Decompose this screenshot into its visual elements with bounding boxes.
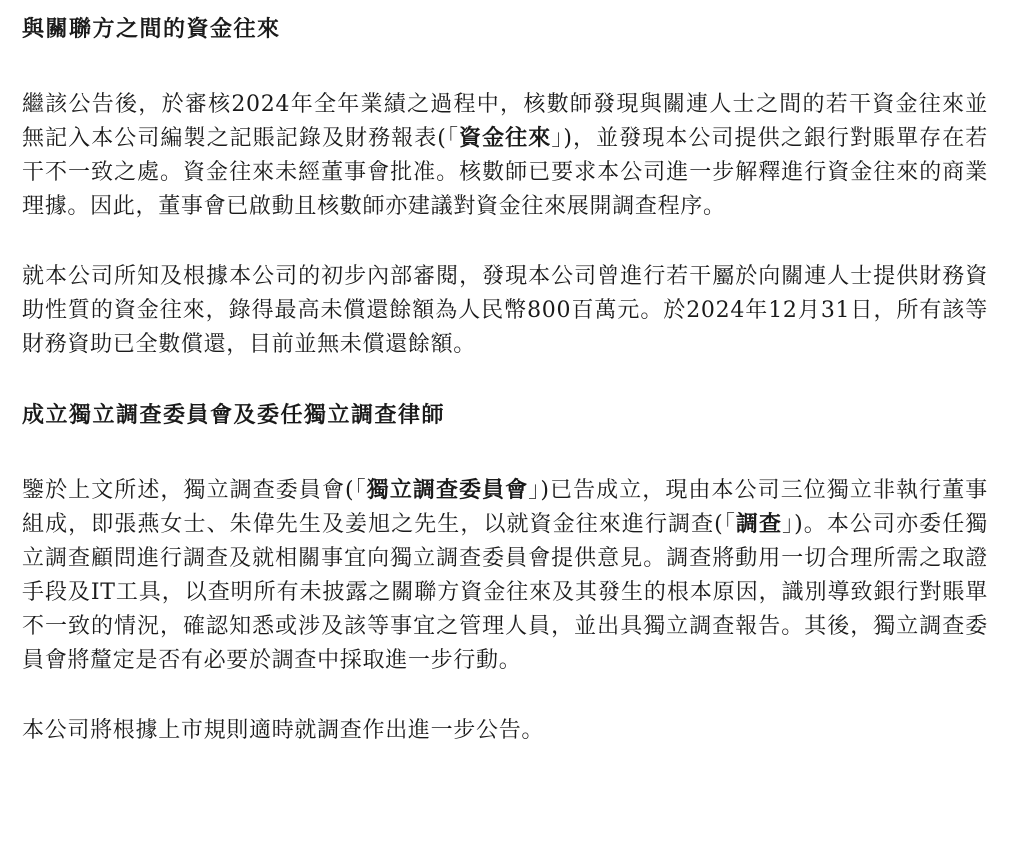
defined-term-investigation: 調查: [735, 512, 783, 537]
paragraph-further-announcement: 本公司將根據上市規則適時就調查作出進一步公告。: [22, 718, 545, 743]
paragraph-text: 」)已告成立，現由本公司三位獨立非執行董事組成，即張燕女士、朱偉先生及姜旭之先生，以就資金往來進行調查(「: [22, 478, 988, 537]
paragraph-fund-transfers: [22, 88, 988, 224]
section-heading-independent-investigation: 成立獨立調查委員會及委任獨立調查律師: [22, 403, 446, 428]
paragraph-text: 」)，並發現本公司提供之銀行對賬單存在若干不一致之處。資金往來未經董事會批准。核數師已要求本公司進一步解釋進行資金往來的商業理據。因此，董事會已啟動且核數師亦建議對資金往來展開調查程序。: [22, 126, 988, 219]
defined-term-fund-transfers: 資金往來: [459, 126, 552, 151]
paragraph-financial-assistance: 就本公司所知及根據本公司的初步內部審閱，發現本公司曾進行若干屬於向關連人士提供財務資助性質的資金往來，錄得最高未償還餘額為人民幣800百萬元。於2024年12月31日，所有該等財務資助已全數償還，目前並無未償還餘額。: [22, 264, 988, 357]
paragraph-text: 鑒於上文所述，獨立調查委員會(「: [22, 478, 367, 503]
announcement-page: [22, 14, 988, 748]
paragraph-investigation-committee: [22, 474, 988, 678]
section-heading-fund-transfers: 與關聯方之間的資金往來: [22, 17, 281, 42]
paragraph-text: 」)。本公司亦委任獨立調查顧問進行調查及就相關事宜向獨立調查委員會提供意見。調查將動用一切合理所需之取證手段及IT工具，以查明所有未披露之關聯方資金往來及其發生的根本原因，識別導致銀行對賬單不一致的情況，確認知悉或涉及該等事宜之管理人員，並出具獨立調查報告。其後，獨立調查委員會將釐定是否有必要於調查中採取進一步行動。: [22, 512, 988, 673]
defined-term-committee: 獨立調查委員會: [366, 478, 529, 503]
paragraph-text: 繼該公告後，於審核2024年全年業績之過程中，核數師發現與關連人士之間的若干資金往來並無記入本公司編製之記賬記錄及財務報表(「: [22, 92, 988, 151]
